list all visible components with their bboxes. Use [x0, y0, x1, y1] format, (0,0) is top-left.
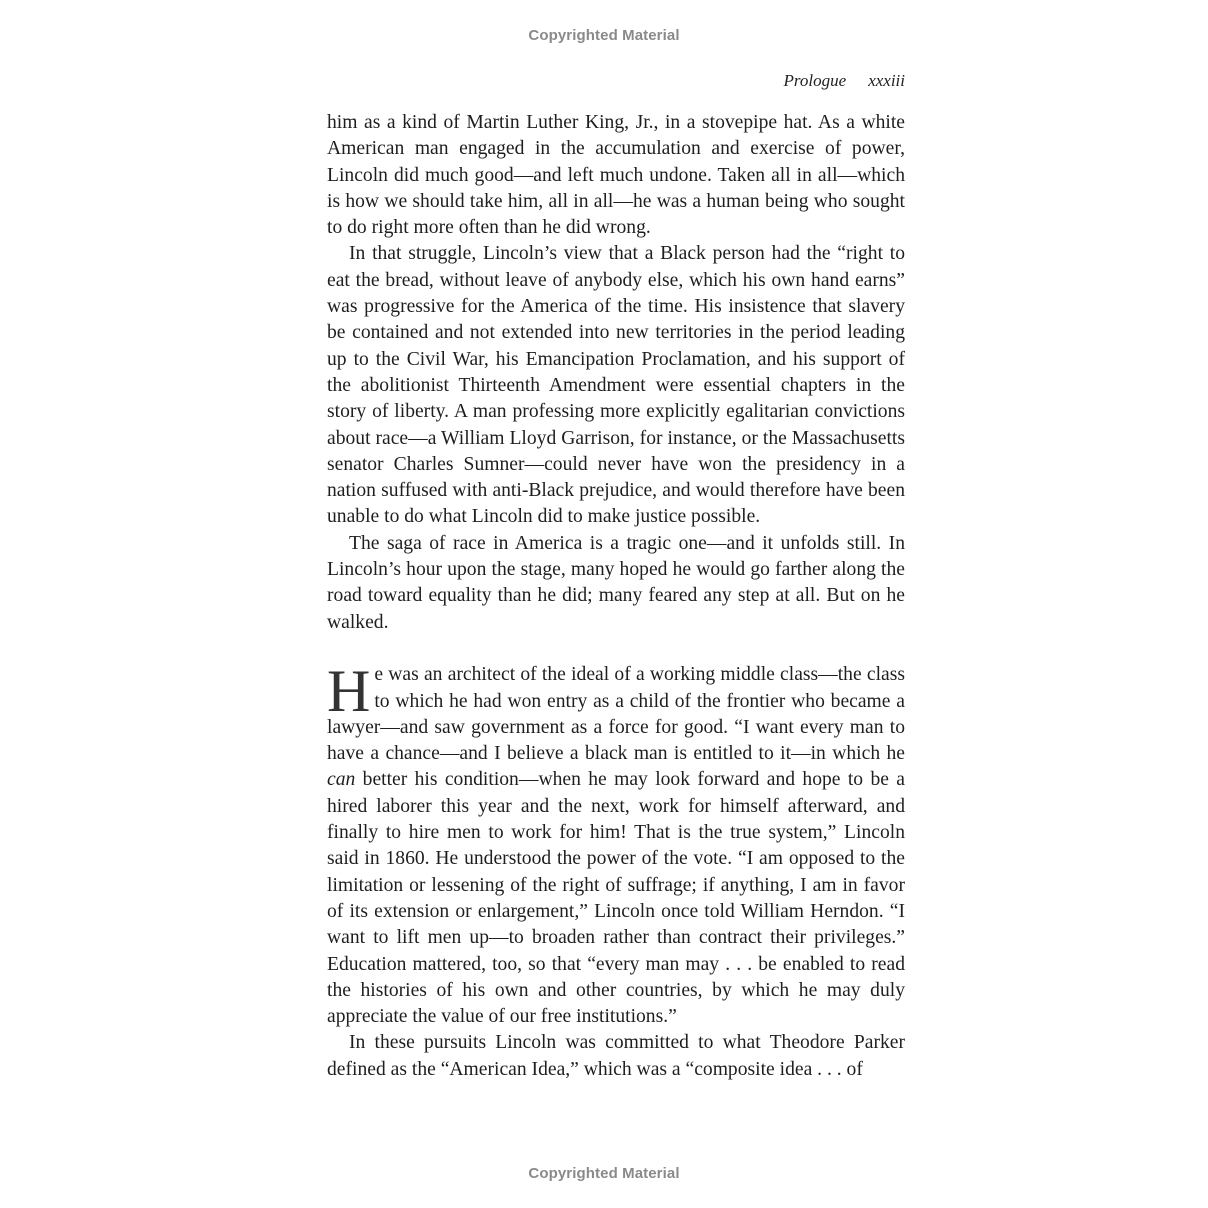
page-number: xxxiii: [868, 71, 905, 90]
paragraph: The saga of race in America is a tragic one—and it unfolds still. In Lincoln’s hour upon the stage, many hoped he would go farther along the road toward equality than he did; many feared any step at all. But on he walked.: [327, 532, 905, 633]
running-head-section: Prologue: [783, 71, 847, 90]
body-text: [327, 110, 905, 1083]
paragraph: him as a kind of Martin Luther King, Jr., in a stovepipe hat. As a white American man engaged in the accumulation and exercise of power, Lincoln did much good—and left much undone. Taken all in all—which is how we should take him, all in all—he was a human being who sought to do right more often than he did wrong.: [327, 112, 905, 239]
paragraph: In that struggle, Lincoln’s view that a Black person had the “right to eat the bread, without leave of anybody else, which his own hand earns” was progressive for the America of the time. His insistence that slavery be contained and not extended into new territories in the period leading up to the Civil War, his Emancipation Proclamation, and his support of the abolitionist Thirteenth Amendment were essential chapters in the story of liberty. A man professing more explicitly egalitarian convictions about race—a William Lloyd Garrison, for instance, or the Massachusetts senator Charles Sumner—could never have won the presidency in a nation suffused with anti-Black prejudice, and would therefore have been unable to do what Lincoln did to make justice possible.: [327, 243, 905, 528]
drop-cap: H: [327, 658, 371, 725]
paragraph: In these pursuits Lincoln was committed to what Theodore Parker defined as the “American Idea,” which was a “composite idea . . . of: [327, 1032, 905, 1080]
copyright-watermark-top: Copyrighted Material: [528, 27, 680, 44]
running-head: [784, 71, 905, 91]
paragraph-text: better his condition—when he may look forward and hope to be a hired laborer this year and the next, work for himself afterward, and finally to hire men to work for him! That is the true system,” Lincoln said in 1860. He understood the power of the vote. “I am opposed to the limitation or lessening of the right of suffrage; if anything, I am in favor of its extension or enlargement,” Lincoln once told William Herndon. “I want to lift men up—to broaden rather than contract their privileges.” Education mattered, too, so that “every man may . . . be enabled to read the histories of his own and other countries, by which he may duly appreciate the value of our free institutions.”: [327, 769, 905, 1028]
italic-emphasis: can: [327, 769, 356, 791]
paragraph-with-dropcap: [327, 658, 905, 1030]
copyright-watermark-bottom: Copyrighted Material: [528, 1165, 680, 1182]
paragraph-text: e was an architect of the ideal of a working middle class—the class to which he had won entry as a child of the frontier who became a lawyer—and saw government as a force for good. “I want every man to have a chance—and I believe a black man is entitled to it—in which he: [327, 664, 905, 765]
section-break: [327, 636, 905, 662]
